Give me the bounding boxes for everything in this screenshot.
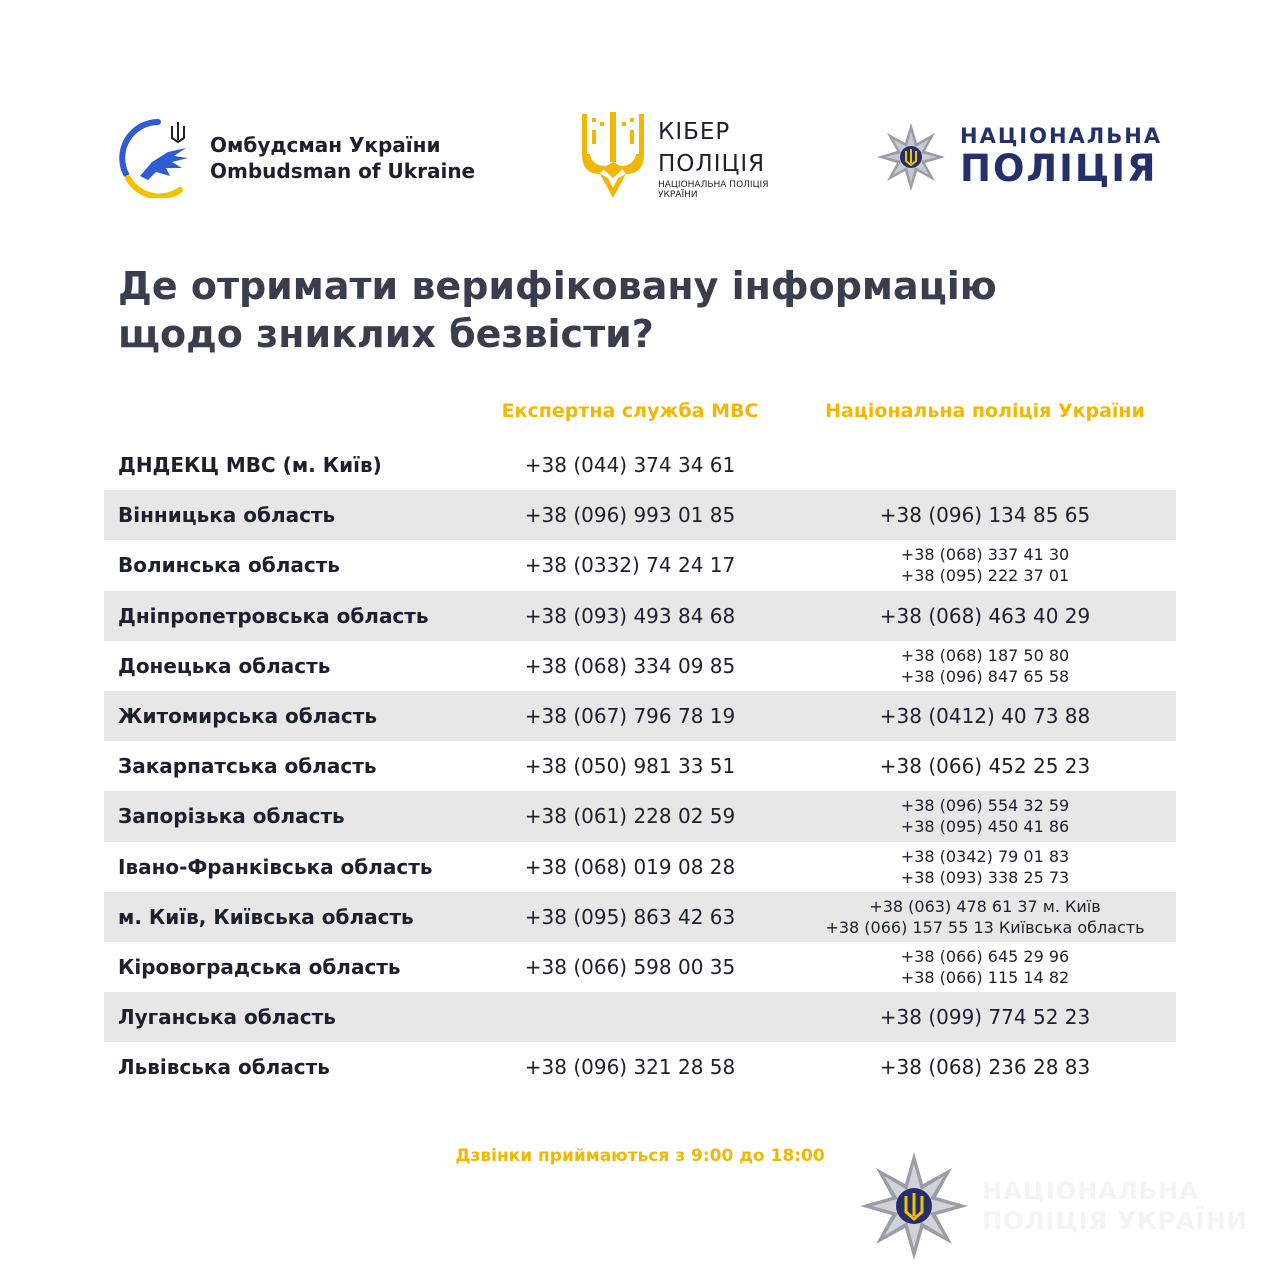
ombudsman-logo (118, 118, 475, 198)
expert-phone: +38 (066) 598 00 35 (524, 954, 736, 979)
expert-phone: +38 (061) 228 02 59 (524, 804, 736, 829)
police-phone (795, 896, 1175, 938)
ombudsman-name-ua: Омбудсман України (210, 133, 441, 157)
region-name: Вінницька область (118, 503, 336, 528)
police-phone-number: +38 (096) 847 65 58 (900, 666, 1070, 686)
police-phone-number: +38 (066) 645 29 96 (900, 946, 1070, 966)
page-title (118, 262, 1158, 358)
police-star-icon (858, 1150, 970, 1262)
table-row (104, 1042, 1176, 1092)
police-phone-number: +38 (0342) 79 01 83 (900, 846, 1070, 866)
cyber-title-line2: ПОЛІЦІЯ (658, 151, 766, 177)
region-name: Запорізька область (118, 804, 345, 829)
region-name: Львівська область (118, 1055, 330, 1080)
expert-phone: +38 (095) 863 42 63 (524, 904, 736, 929)
contacts-table (104, 440, 1176, 1092)
expert-phone: +38 (068) 334 09 85 (524, 653, 736, 678)
police-phone-number: +38 (095) 450 41 86 (900, 817, 1070, 837)
region-name: Луганська область (118, 1005, 336, 1030)
table-row (104, 791, 1176, 841)
police-phone-number: +38 (066) 157 55 13 Київська область (825, 917, 1145, 937)
police-phone (795, 704, 1175, 728)
region-name: м. Київ, Київська область (118, 904, 414, 929)
table-row (104, 741, 1176, 791)
police-phone (795, 946, 1175, 988)
cyber-subtitle-line2: УКРАЇНИ (658, 190, 698, 200)
column-header-expert: Експертна служба МВС (501, 400, 759, 422)
page-title-line2: щодо зниклих безвісти? (118, 312, 654, 356)
police-phone-number: +38 (095) 222 37 01 (900, 566, 1070, 586)
table-row (104, 842, 1176, 892)
expert-phone: +38 (093) 493 84 68 (524, 603, 736, 628)
police-phone-number: +38 (0412) 40 73 88 (879, 704, 1091, 729)
police-phone-number: +38 (068) 236 28 83 (879, 1055, 1091, 1080)
table-row (104, 892, 1176, 942)
watermark-text: НАЦІОНАЛЬНА ПОЛІЦІЯ УКРАЇНИ (982, 1177, 1248, 1235)
region-name: Донецька область (118, 653, 331, 678)
expert-phone: +38 (067) 796 78 19 (524, 704, 736, 729)
police-phone (795, 604, 1175, 628)
ombudsman-name-en: Ombudsman of Ukraine (210, 159, 476, 183)
police-star-icon (876, 122, 946, 192)
police-phone-number: +38 (096) 134 85 65 (879, 503, 1091, 528)
police-phone (795, 846, 1175, 888)
region-name: Житомирська область (118, 704, 377, 729)
cyber-subtitle-line1: НАЦІОНАЛЬНА ПОЛІЦІЯ (658, 180, 769, 190)
police-phone-number: +38 (096) 554 32 59 (900, 796, 1070, 816)
expert-phone: +38 (044) 374 34 61 (524, 453, 736, 478)
trident-icon (578, 112, 648, 202)
police-phone (795, 544, 1175, 586)
table-row (104, 992, 1176, 1042)
table-row (104, 691, 1176, 741)
ombudsman-hand-icon (118, 118, 198, 198)
table-row (104, 540, 1176, 590)
police-phone-number: +38 (068) 187 50 80 (900, 645, 1070, 665)
table-row (104, 440, 1176, 490)
police-phone (795, 795, 1175, 837)
national-police-line2: ПОЛІЦІЯ (960, 147, 1158, 190)
police-phone-number: +38 (093) 338 25 73 (900, 867, 1070, 887)
column-header-police: Національна поліція України (825, 400, 1145, 422)
police-phone (795, 1055, 1175, 1079)
cyber-police-logo (578, 112, 768, 202)
table-row (104, 490, 1176, 540)
police-phone (795, 645, 1175, 687)
table-row (104, 942, 1176, 992)
police-phone-number: +38 (066) 115 14 82 (900, 967, 1070, 987)
table-row (104, 641, 1176, 691)
region-name: Волинська область (118, 553, 340, 578)
police-phone (795, 503, 1175, 527)
national-police-logo (876, 122, 1162, 192)
expert-phone: +38 (0332) 74 24 17 (524, 553, 736, 578)
region-name: ДНДЕКЦ МВС (м. Київ) (118, 453, 382, 478)
region-name: Закарпатська область (118, 754, 377, 779)
police-phone-number: +38 (068) 337 41 30 (900, 545, 1070, 565)
expert-phone: +38 (096) 321 28 58 (524, 1055, 736, 1080)
police-phone (795, 1005, 1175, 1029)
table-row (104, 591, 1176, 641)
page-title-line1: Де отримати верифіковану інформацію (118, 264, 997, 308)
police-phone-number: +38 (063) 478 61 37 м. Київ (869, 896, 1101, 916)
police-phone-number: +38 (068) 463 40 29 (879, 603, 1091, 628)
national-police-line1: НАЦІОНАЛЬНА (960, 124, 1163, 148)
police-phone (795, 754, 1175, 778)
region-name: Кіровоградська область (118, 954, 401, 979)
region-name: Дніпропетровська область (118, 603, 429, 628)
cyber-title-line1: КІБЕР (658, 119, 731, 145)
police-phone-number: +38 (099) 774 52 23 (879, 1005, 1091, 1030)
expert-phone: +38 (096) 993 01 85 (524, 503, 736, 528)
working-hours-note: Дзвінки приймаються з 9:00 до 18:00 (455, 1146, 825, 1166)
expert-phone: +38 (068) 019 08 28 (524, 854, 736, 879)
police-phone-number: +38 (066) 452 25 23 (879, 754, 1091, 779)
region-name: Івано-Франківська область (118, 854, 433, 879)
expert-phone: +38 (050) 981 33 51 (524, 754, 736, 779)
logos-bar (0, 108, 1280, 208)
